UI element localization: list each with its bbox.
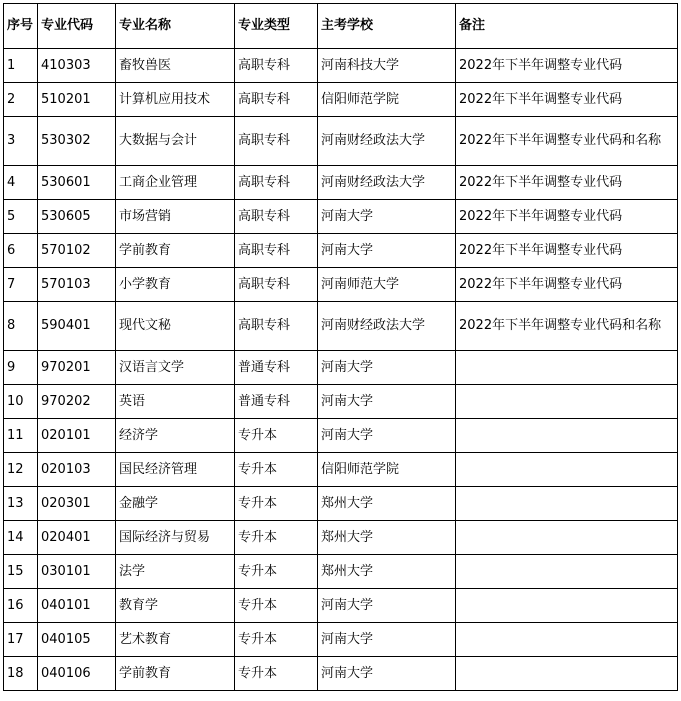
cell-major-type: 专升本 — [235, 589, 318, 623]
cell-code: 020103 — [38, 453, 116, 487]
cell-major-name: 汉语言文学 — [116, 351, 235, 385]
cell-major-name: 艺术教育 — [116, 623, 235, 657]
cell-major-type: 高职专科 — [235, 49, 318, 83]
cell-note — [456, 657, 678, 691]
cell-index: 5 — [4, 200, 38, 234]
cell-school: 河南大学 — [318, 351, 456, 385]
header-major-name: 专业名称 — [116, 4, 235, 49]
cell-code: 590401 — [38, 302, 116, 351]
cell-school: 河南大学 — [318, 419, 456, 453]
cell-major-name: 英语 — [116, 385, 235, 419]
table-row — [4, 623, 678, 657]
cell-code: 410303 — [38, 49, 116, 83]
cell-school: 河南大学 — [318, 623, 456, 657]
cell-note: 2022年下半年调整专业代码 — [456, 166, 678, 200]
cell-major-name: 现代文秘 — [116, 302, 235, 351]
cell-code: 040105 — [38, 623, 116, 657]
cell-note: 2022年下半年调整专业代码 — [456, 83, 678, 117]
table-row — [4, 589, 678, 623]
table-row — [4, 268, 678, 302]
cell-major-name: 小学教育 — [116, 268, 235, 302]
cell-note: 2022年下半年调整专业代码 — [456, 234, 678, 268]
cell-school: 河南大学 — [318, 385, 456, 419]
cell-school: 河南财经政法大学 — [318, 166, 456, 200]
cell-school: 信阳师范学院 — [318, 453, 456, 487]
cell-note — [456, 555, 678, 589]
cell-major-type: 普通专科 — [235, 351, 318, 385]
cell-index: 18 — [4, 657, 38, 691]
cell-note — [456, 351, 678, 385]
cell-index: 11 — [4, 419, 38, 453]
table-row — [4, 555, 678, 589]
cell-note: 2022年下半年调整专业代码 — [456, 200, 678, 234]
cell-code: 020401 — [38, 521, 116, 555]
cell-major-type: 高职专科 — [235, 166, 318, 200]
table-row — [4, 166, 678, 200]
cell-index: 9 — [4, 351, 38, 385]
cell-code: 530605 — [38, 200, 116, 234]
cell-major-type: 普通专科 — [235, 385, 318, 419]
cell-code: 040101 — [38, 589, 116, 623]
cell-major-name: 教育学 — [116, 589, 235, 623]
cell-major-type: 专升本 — [235, 487, 318, 521]
table-row — [4, 302, 678, 351]
cell-major-name: 国民经济管理 — [116, 453, 235, 487]
cell-school: 河南财经政法大学 — [318, 117, 456, 166]
header-row — [4, 4, 678, 49]
cell-index: 1 — [4, 49, 38, 83]
table-row — [4, 521, 678, 555]
cell-index: 13 — [4, 487, 38, 521]
cell-major-name: 市场营销 — [116, 200, 235, 234]
header-major-type: 专业类型 — [235, 4, 318, 49]
cell-school: 河南大学 — [318, 200, 456, 234]
cell-index: 17 — [4, 623, 38, 657]
cell-index: 6 — [4, 234, 38, 268]
cell-school: 信阳师范学院 — [318, 83, 456, 117]
table-row — [4, 200, 678, 234]
table-row — [4, 117, 678, 166]
cell-school: 河南师范大学 — [318, 268, 456, 302]
cell-major-type: 专升本 — [235, 657, 318, 691]
cell-major-name: 学前教育 — [116, 657, 235, 691]
cell-school: 河南科技大学 — [318, 49, 456, 83]
cell-major-type: 高职专科 — [235, 117, 318, 166]
cell-major-name: 学前教育 — [116, 234, 235, 268]
cell-major-name: 大数据与会计 — [116, 117, 235, 166]
cell-code: 570103 — [38, 268, 116, 302]
cell-major-type: 专升本 — [235, 555, 318, 589]
cell-major-name: 国际经济与贸易 — [116, 521, 235, 555]
cell-index: 15 — [4, 555, 38, 589]
cell-note — [456, 623, 678, 657]
header-school: 主考学校 — [318, 4, 456, 49]
cell-index: 3 — [4, 117, 38, 166]
cell-major-name: 法学 — [116, 555, 235, 589]
cell-major-name: 金融学 — [116, 487, 235, 521]
cell-index: 14 — [4, 521, 38, 555]
cell-note: 2022年下半年调整专业代码 — [456, 268, 678, 302]
cell-major-type: 专升本 — [235, 453, 318, 487]
cell-code: 530302 — [38, 117, 116, 166]
cell-school: 郑州大学 — [318, 555, 456, 589]
table-row — [4, 351, 678, 385]
cell-code: 570102 — [38, 234, 116, 268]
cell-code: 040106 — [38, 657, 116, 691]
cell-note: 2022年下半年调整专业代码和名称 — [456, 117, 678, 166]
cell-code: 530601 — [38, 166, 116, 200]
cell-school: 河南财经政法大学 — [318, 302, 456, 351]
cell-major-type: 专升本 — [235, 419, 318, 453]
cell-code: 510201 — [38, 83, 116, 117]
cell-index: 4 — [4, 166, 38, 200]
cell-major-type: 专升本 — [235, 521, 318, 555]
cell-major-type: 高职专科 — [235, 200, 318, 234]
cell-index: 16 — [4, 589, 38, 623]
cell-major-name: 工商企业管理 — [116, 166, 235, 200]
cell-index: 12 — [4, 453, 38, 487]
table-row — [4, 234, 678, 268]
cell-school: 郑州大学 — [318, 487, 456, 521]
cell-note — [456, 589, 678, 623]
table-body — [4, 49, 678, 691]
header-note: 备注 — [456, 4, 678, 49]
cell-major-type: 高职专科 — [235, 83, 318, 117]
cell-major-type: 专升本 — [235, 623, 318, 657]
table-row — [4, 419, 678, 453]
cell-school: 河南大学 — [318, 657, 456, 691]
cell-major-type: 高职专科 — [235, 268, 318, 302]
cell-code: 020101 — [38, 419, 116, 453]
table-row — [4, 487, 678, 521]
table-row — [4, 83, 678, 117]
table-row — [4, 49, 678, 83]
cell-note — [456, 453, 678, 487]
cell-major-type: 高职专科 — [235, 302, 318, 351]
cell-index: 10 — [4, 385, 38, 419]
cell-major-name: 畜牧兽医 — [116, 49, 235, 83]
cell-code: 970201 — [38, 351, 116, 385]
cell-school: 郑州大学 — [318, 521, 456, 555]
cell-note: 2022年下半年调整专业代码和名称 — [456, 302, 678, 351]
table-row — [4, 385, 678, 419]
cell-major-type: 高职专科 — [235, 234, 318, 268]
table-row — [4, 657, 678, 691]
cell-major-name: 计算机应用技术 — [116, 83, 235, 117]
header-index: 序号 — [4, 4, 38, 49]
cell-index: 2 — [4, 83, 38, 117]
major-table — [3, 3, 678, 691]
cell-index: 8 — [4, 302, 38, 351]
cell-code: 020301 — [38, 487, 116, 521]
cell-code: 970202 — [38, 385, 116, 419]
cell-note: 2022年下半年调整专业代码 — [456, 49, 678, 83]
table-row — [4, 453, 678, 487]
header-code: 专业代码 — [38, 4, 116, 49]
cell-school: 河南大学 — [318, 589, 456, 623]
cell-note — [456, 385, 678, 419]
cell-school: 河南大学 — [318, 234, 456, 268]
cell-index: 7 — [4, 268, 38, 302]
cell-major-name: 经济学 — [116, 419, 235, 453]
cell-note — [456, 419, 678, 453]
cell-note — [456, 487, 678, 521]
cell-code: 030101 — [38, 555, 116, 589]
cell-note — [456, 521, 678, 555]
